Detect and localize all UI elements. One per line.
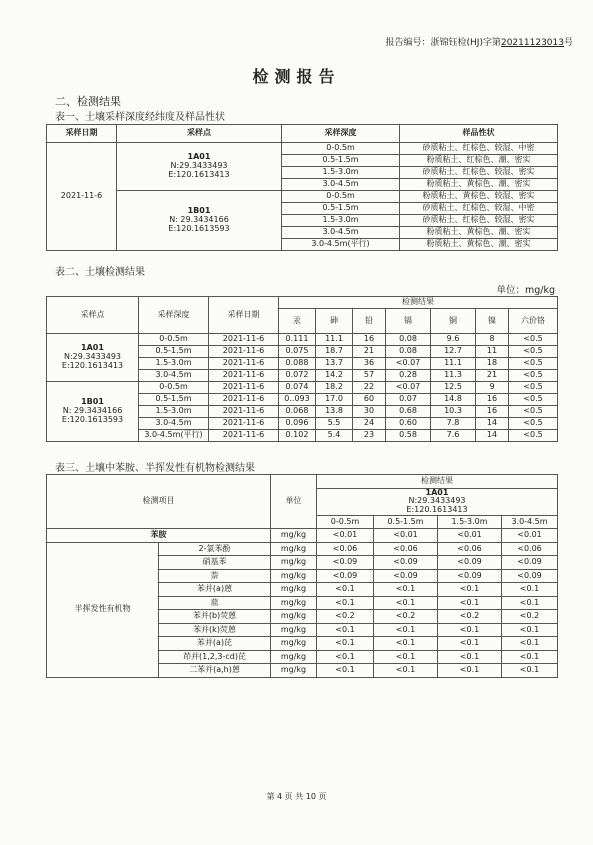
- element-header: 六价铬: [509, 309, 558, 334]
- value-cell: 0.08: [386, 334, 431, 346]
- value-cell: 0.072: [279, 370, 316, 382]
- value-cell: <0.1: [374, 596, 438, 610]
- date-cell: 2021-11-6: [209, 382, 279, 394]
- point-name: 1B01: [187, 206, 211, 216]
- point-lat: N:29.3433493: [63, 352, 122, 362]
- item-name: 萘: [159, 569, 271, 583]
- date-cell: 2021-11-6: [209, 394, 279, 406]
- depth-header: 3.0-4.5m: [502, 515, 558, 529]
- value-cell: <0.1: [317, 650, 374, 664]
- table1-caption: 表一、土壤采样深度经纬度及样品性状: [55, 112, 225, 123]
- sample-point-cell: [47, 382, 139, 442]
- value-cell: 18: [476, 358, 509, 370]
- soil-results-table: [46, 296, 558, 442]
- point-lon: E:120.1613593: [61, 414, 124, 424]
- value-cell: <0.1: [502, 583, 558, 597]
- value-cell: <0.1: [374, 623, 438, 637]
- section-heading: 二、检测结果: [55, 95, 121, 108]
- unit-label: 单位：mg/kg: [496, 285, 555, 296]
- column-header: 采样深度: [282, 125, 400, 143]
- date-cell: 2021-11-6: [209, 418, 279, 430]
- column-header: 检测项目: [47, 475, 271, 529]
- value-cell: <0.1: [438, 583, 502, 597]
- value-cell: <0.5: [509, 370, 558, 382]
- value-cell: 22: [353, 382, 386, 394]
- depth-cell: 3.0-4.5m: [282, 179, 400, 191]
- page-title: 检测报告: [252, 67, 341, 86]
- column-header: 样品性状: [400, 125, 558, 143]
- date-cell: 2021-11-6: [209, 346, 279, 358]
- value-cell: <0.09: [502, 556, 558, 570]
- unit-cell: mg/kg: [271, 556, 317, 570]
- value-cell: <0.1: [374, 650, 438, 664]
- trait-cell: 砂质粘土、红棕色、较湿、密实: [400, 215, 558, 227]
- unit-cell: mg/kg: [271, 664, 317, 678]
- depth-cell: 3.0-4.5m(平行): [282, 239, 400, 251]
- value-cell: <0.5: [509, 358, 558, 370]
- trait-cell: 粉质粘土、黄棕色、潮、密实: [400, 179, 558, 191]
- item-name: 苯并(a)芘: [159, 637, 271, 651]
- depth-cell: 1.5-3.0m: [139, 358, 209, 370]
- sample-point-cell: [117, 143, 282, 191]
- item-name: 苯并(a)蒽: [159, 583, 271, 597]
- depth-cell: 0.5-1.5m: [282, 203, 400, 215]
- value-cell: 21: [476, 370, 509, 382]
- value-cell: <0.1: [374, 664, 438, 678]
- item-name: 䓛: [159, 596, 271, 610]
- trait-cell: 粉质粘土、黄棕色、潮、密实: [400, 227, 558, 239]
- svoc-table: [46, 474, 558, 678]
- value-cell: <0.1: [438, 596, 502, 610]
- value-cell: <0.5: [509, 394, 558, 406]
- value-cell: <0.1: [317, 637, 374, 651]
- unit-cell: mg/kg: [271, 583, 317, 597]
- value-cell: 5.4: [316, 430, 353, 442]
- value-cell: <0.1: [438, 637, 502, 651]
- table-row: [47, 334, 558, 346]
- sampling-table: [46, 124, 558, 251]
- value-cell: 21: [353, 346, 386, 358]
- value-cell: 0.096: [279, 418, 316, 430]
- depth-header: 0.5-1.5m: [374, 515, 438, 529]
- value-cell: <0.09: [374, 556, 438, 570]
- trait-cell: 粉质粘土、黄棕色、较湿、密实: [400, 191, 558, 203]
- group-cell: 半挥发性有机物: [47, 542, 159, 677]
- depth-cell: 0.5-1.5m: [139, 346, 209, 358]
- value-cell: <0.06: [438, 542, 502, 556]
- value-cell: 14.2: [316, 370, 353, 382]
- value-cell: 14.8: [431, 394, 476, 406]
- value-cell: <0.5: [509, 406, 558, 418]
- point-name: 1B01: [81, 397, 104, 407]
- date-cell: 2021-11-6: [209, 430, 279, 442]
- date-cell: 2021-11-6: [209, 406, 279, 418]
- depth-cell: 1.5-3.0m: [139, 406, 209, 418]
- table2-caption: 表二、土壤检测结果: [55, 267, 145, 278]
- value-cell: <0.09: [317, 556, 374, 570]
- value-cell: 11.1: [316, 334, 353, 346]
- value-cell: 0.28: [386, 370, 431, 382]
- value-cell: 12.5: [431, 382, 476, 394]
- trait-cell: 砂质粘土、红棕色、较湿、中密: [400, 143, 558, 155]
- item-name: 硝基苯: [159, 556, 271, 570]
- value-cell: <0.09: [438, 569, 502, 583]
- value-cell: 23: [353, 430, 386, 442]
- value-cell: <0.1: [317, 596, 374, 610]
- unit-cell: mg/kg: [271, 623, 317, 637]
- value-cell: <0.1: [438, 623, 502, 637]
- value-cell: <0.09: [438, 556, 502, 570]
- column-header: 采样日期: [47, 125, 117, 143]
- value-cell: <0.1: [374, 637, 438, 651]
- table3-caption: 表三、土壤中苯胺、半挥发性有机物检测结果: [55, 463, 255, 474]
- value-cell: 14: [476, 430, 509, 442]
- date-cell: 2021-11-6: [47, 143, 117, 251]
- value-cell: <0.01: [502, 529, 558, 543]
- column-header: 采样深度: [139, 297, 209, 334]
- depth-header: 0-0.5m: [317, 515, 374, 529]
- depth-cell: 0-0.5m: [282, 191, 400, 203]
- value-cell: <0.06: [374, 542, 438, 556]
- date-cell: 2021-11-6: [209, 370, 279, 382]
- item-name: 苯并(b)荧蒽: [159, 610, 271, 624]
- value-cell: <0.1: [502, 623, 558, 637]
- unit-cell: mg/kg: [271, 542, 317, 556]
- value-cell: <0.09: [374, 569, 438, 583]
- value-cell: 5.5: [316, 418, 353, 430]
- value-cell: <0.09: [317, 569, 374, 583]
- value-cell: 24: [353, 418, 386, 430]
- point-name: 1A01: [425, 487, 449, 497]
- value-cell: 36: [353, 358, 386, 370]
- date-cell: 2021-11-6: [209, 358, 279, 370]
- item-name: 2-氯苯酚: [159, 542, 271, 556]
- depth-cell: 0-0.5m: [139, 382, 209, 394]
- table-row: [47, 542, 558, 556]
- table-row: [47, 191, 558, 203]
- value-cell: <0.2: [502, 610, 558, 624]
- depth-cell: 0.5-1.5m: [282, 155, 400, 167]
- table-header-row: [47, 297, 558, 309]
- value-cell: <0.07: [386, 358, 431, 370]
- depth-cell: 3.0-4.5m(平行): [139, 430, 209, 442]
- value-cell: 16: [476, 406, 509, 418]
- value-cell: 18.2: [316, 382, 353, 394]
- trait-cell: 砂质粘土、红棕色、较湿、中密: [400, 203, 558, 215]
- value-cell: 11.3: [431, 370, 476, 382]
- value-cell: <0.01: [374, 529, 438, 543]
- value-cell: 9.6: [431, 334, 476, 346]
- depth-cell: 0-0.5m: [139, 334, 209, 346]
- value-cell: <0.1: [502, 664, 558, 678]
- value-cell: <0.5: [509, 430, 558, 442]
- trait-cell: 粉质粘土、黄棕色、潮、密实: [400, 239, 558, 251]
- value-cell: 0.07: [386, 394, 431, 406]
- element-header: 铅: [353, 309, 386, 334]
- value-cell: 0.68: [386, 406, 431, 418]
- point-lat: N: 29.3434166: [169, 215, 229, 225]
- unit-cell: mg/kg: [271, 610, 317, 624]
- value-cell: <0.09: [502, 569, 558, 583]
- value-cell: <0.1: [317, 623, 374, 637]
- value-cell: 9: [476, 382, 509, 394]
- value-cell: 11: [476, 346, 509, 358]
- unit-cell: mg/kg: [271, 596, 317, 610]
- depth-cell: 3.0-4.5m: [139, 418, 209, 430]
- value-cell: <0.01: [317, 529, 374, 543]
- depth-header: 1.5-3.0m: [438, 515, 502, 529]
- column-header: 单位: [271, 475, 317, 529]
- value-cell: <0.5: [509, 382, 558, 394]
- item-name: 苯胺: [47, 529, 271, 543]
- element-header: 汞: [279, 309, 316, 334]
- point-name: 1A01: [187, 152, 211, 162]
- point-lon: E:120.1613413: [168, 169, 230, 179]
- point-lat: N:29.3433493: [408, 496, 466, 506]
- point-lat: N:29.3433493: [170, 161, 228, 171]
- value-cell: 14: [476, 418, 509, 430]
- report-number: 报告编号：浙锦钰检(HJ)字第20211123013号: [385, 38, 573, 48]
- value-cell: 18.7: [316, 346, 353, 358]
- value-cell: <0.1: [502, 596, 558, 610]
- depth-cell: 0-0.5m: [282, 143, 400, 155]
- depth-cell: 1.5-3.0m: [282, 215, 400, 227]
- unit-cell: mg/kg: [271, 529, 317, 543]
- column-header: 检测结果: [279, 297, 558, 309]
- element-header: 砷: [316, 309, 353, 334]
- point-lon: E:120.1613413: [61, 360, 124, 370]
- value-cell: 8: [476, 334, 509, 346]
- point-lon: E:120.1613593: [168, 223, 230, 233]
- value-cell: <0.5: [509, 346, 558, 358]
- table-header-row: [47, 125, 558, 143]
- table-row: [47, 143, 558, 155]
- element-header: 铜: [431, 309, 476, 334]
- item-name: 二苯并(a,h)蒽: [159, 664, 271, 678]
- value-cell: 0.102: [279, 430, 316, 442]
- value-cell: 0..093: [279, 394, 316, 406]
- element-header: 镍: [476, 309, 509, 334]
- table-row: [47, 382, 558, 394]
- table-row: [47, 529, 558, 543]
- point-lon: E:120.1613413: [406, 505, 468, 515]
- trait-cell: 砂质粘土、红棕色、较湿、密实: [400, 167, 558, 179]
- depth-cell: 1.5-3.0m: [282, 167, 400, 179]
- value-cell: 0.08: [386, 346, 431, 358]
- date-cell: 2021-11-6: [209, 334, 279, 346]
- value-cell: 0.074: [279, 382, 316, 394]
- depth-cell: 3.0-4.5m: [139, 370, 209, 382]
- value-cell: 17.0: [316, 394, 353, 406]
- unit-cell: mg/kg: [271, 650, 317, 664]
- value-cell: <0.1: [502, 650, 558, 664]
- value-cell: 13.7: [316, 358, 353, 370]
- depth-cell: 0.5-1.5m: [139, 394, 209, 406]
- value-cell: 0.111: [279, 334, 316, 346]
- value-cell: 10.3: [431, 406, 476, 418]
- value-cell: 11.1: [431, 358, 476, 370]
- value-cell: 7.8: [431, 418, 476, 430]
- point-name: 1A01: [81, 343, 104, 353]
- value-cell: <0.2: [374, 610, 438, 624]
- value-cell: 13.8: [316, 406, 353, 418]
- value-cell: <0.5: [509, 418, 558, 430]
- value-cell: 12.7: [431, 346, 476, 358]
- value-cell: <0.07: [386, 382, 431, 394]
- value-cell: <0.5: [509, 334, 558, 346]
- value-cell: <0.1: [317, 583, 374, 597]
- sample-point-cell: [117, 191, 282, 251]
- value-cell: <0.06: [317, 542, 374, 556]
- column-header: 检测结果: [317, 475, 558, 489]
- unit-cell: mg/kg: [271, 637, 317, 651]
- value-cell: 60: [353, 394, 386, 406]
- depth-cell: 3.0-4.5m: [282, 227, 400, 239]
- value-cell: 0.088: [279, 358, 316, 370]
- value-cell: <0.1: [502, 637, 558, 651]
- page-footer: 第 4 页 共 10 页: [266, 792, 327, 801]
- value-cell: <0.1: [438, 650, 502, 664]
- column-header: 采样点: [117, 125, 282, 143]
- value-cell: 7.6: [431, 430, 476, 442]
- value-cell: 0.60: [386, 418, 431, 430]
- item-name: 茚并(1,2,3-cd)芘: [159, 650, 271, 664]
- value-cell: 0.58: [386, 430, 431, 442]
- point-header: [317, 488, 558, 515]
- value-cell: <0.2: [317, 610, 374, 624]
- trait-cell: 粉质粘土、红棕色、潮、密实: [400, 155, 558, 167]
- value-cell: <0.1: [374, 583, 438, 597]
- point-lat: N: 29.3434166: [62, 406, 123, 416]
- value-cell: 30: [353, 406, 386, 418]
- value-cell: <0.06: [502, 542, 558, 556]
- sample-point-cell: [47, 334, 139, 382]
- element-header: 镉: [386, 309, 431, 334]
- value-cell: <0.1: [438, 664, 502, 678]
- column-header: 采样日期: [209, 297, 279, 334]
- item-name: 苯并(k)荧蒽: [159, 623, 271, 637]
- value-cell: 16: [476, 394, 509, 406]
- value-cell: <0.1: [317, 664, 374, 678]
- value-cell: 0.068: [279, 406, 316, 418]
- unit-cell: mg/kg: [271, 569, 317, 583]
- value-cell: 57: [353, 370, 386, 382]
- value-cell: 16: [353, 334, 386, 346]
- value-cell: <0.2: [438, 610, 502, 624]
- value-cell: <0.01: [438, 529, 502, 543]
- column-header: 采样点: [47, 297, 139, 334]
- table-header-row: [47, 475, 558, 489]
- value-cell: 0.075: [279, 346, 316, 358]
